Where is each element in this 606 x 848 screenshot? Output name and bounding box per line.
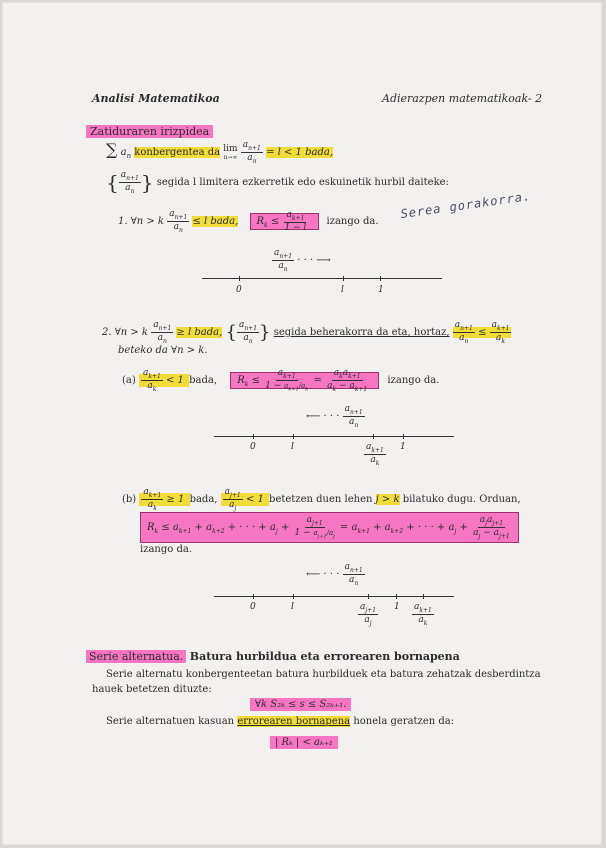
axis-b-arrow-label: ⟵ · · · $\frac{a_{n+1}}{a_n}$: [306, 562, 363, 587]
item1-fraction: $\frac{a_{n+1}}{a_n}$: [169, 209, 188, 234]
axis-a-arrow-label: ⟵ · · · $\frac{a_{n+1}}{a_n}$: [306, 404, 363, 429]
axis-b-tick-0: [253, 594, 254, 599]
case-a-cond-tail: bada,: [189, 374, 218, 386]
axis-a-label-l: l: [291, 442, 294, 452]
case-b-text2: bilatuko dugu. Orduan,: [402, 493, 521, 505]
ratio-fraction: $\frac{a_{n+1}}{a_n}$: [242, 140, 261, 165]
case-a-box: $R_k$ ≤ $\frac{a_{k+1}}{1 - a_{k+1}/a_k}$ = $\frac{a_ka_{k+1}}{a_k - a_{k+1}}$: [230, 372, 379, 389]
sequence-fraction: $\frac{a_{n+1}}{a_n}$: [120, 170, 139, 195]
case-b-condition1: $\frac{a_{k+1}}{a_k}$ ≥ 1: [139, 493, 189, 506]
axis-b-tick-ratio-j: [368, 594, 369, 599]
case-b-text: betetzen duen lehen: [269, 493, 373, 505]
case-b: [122, 487, 521, 512]
item2-inequality: $\frac{a_{n+1}}{a_n}$ ≤ $\frac{a_{k+1}}{a_k}$: [454, 320, 510, 345]
axis-a-label-1: 1: [400, 442, 406, 452]
axis-a-line: [214, 436, 454, 437]
axis-a-label-ratio: $\frac{a_{k+1}}{a_k}$: [366, 442, 384, 467]
item1-condition: ≤ l bada,: [192, 215, 239, 227]
axis1-label-1: 1: [378, 285, 384, 295]
case-a-tail: izango da.: [387, 374, 440, 386]
item2-line2: beteko da ∀n > k.: [118, 345, 208, 356]
handwritten-note: Serea gorakorra.: [399, 188, 532, 222]
axis1-label-l: l: [341, 285, 344, 295]
axis-b-tick-ratio-k: [423, 594, 424, 599]
axis-b-line: [214, 596, 454, 597]
axis-a-tick-l: [293, 434, 294, 439]
case-a-label: (a): [122, 374, 136, 386]
header-left: Analisi Matematikoa: [92, 92, 220, 105]
item1-prefix: 1. ∀n > k: [118, 215, 164, 227]
item-1: [118, 209, 379, 234]
axis-a-tick-1: [403, 434, 404, 439]
document-page: [2, 2, 602, 845]
case-b-condition2: $\frac{a_{j+1}}{a_j}$ < 1: [221, 493, 269, 506]
section2-para1-line2: hauek betetzen dituzte:: [92, 684, 212, 695]
case-b-j-condition: j > k: [375, 493, 400, 505]
item-2: 2. ∀n > k $\frac{a_{n+1}}{a_n}$ ≥ l bada, { $\frac{a_{n+1}}{a_n}$ } segida beherakorra da eta, hortaz, $\frac{a_{n+1}}{a_n}$ ≤ $\frac{a_{k+1}}{a_k}$: [102, 320, 510, 345]
axis1-line: [202, 278, 442, 279]
sequence-statement: { $\frac{a_{n+1}}{a_n}$ } segida l limitera ezkerretik edo eskuinetik hurbil daiteke:: [106, 170, 449, 195]
axis-b-label-ratio-j: $\frac{a_{j+1}}{a_j}$: [360, 602, 377, 627]
sum-symbol: ∑: [106, 140, 118, 159]
sum-term: $a_n$: [120, 147, 132, 160]
item2-condition: ≥ l bada,: [176, 326, 223, 338]
axis1-arrow-label: $\frac{a_{n+1}}{a_n}$ · · · ⟶: [274, 248, 331, 273]
case-b-label: (b): [122, 493, 137, 505]
formula-error-bound: | Rₖ | < aₖ₊₁: [270, 736, 338, 749]
axis1-label-0: 0: [236, 285, 242, 295]
item1-box: $R_k$ ≤ $\frac{a_{k+1}}{1 - l}$: [250, 213, 319, 230]
formula-partial-sums: ∀k S₂ₖ ≤ s ≤ S₂ₖ₊₁.: [250, 698, 351, 711]
item1-tail: izango da.: [326, 215, 379, 227]
case-a-condition: $\frac{a_{k+1}}{a_k}$ < 1: [139, 374, 189, 387]
axis1-tick-1: [380, 276, 381, 281]
axis1-tick-0: [239, 276, 240, 281]
axis-b-label-l: l: [291, 602, 294, 612]
axis-b-label-ratio-k: $\frac{a_{k+1}}{a_k}$: [414, 602, 432, 627]
section-title-alternating: Serie alternatua. Batura hurbildua eta errorearen bornapena: [86, 650, 460, 663]
axis-b-tick-1: [396, 594, 397, 599]
item2-text: segida beherakorra da eta, hortaz,: [273, 326, 450, 338]
axis-b-label-1: 1: [394, 602, 400, 612]
item2-prefix: 2. ∀n > k: [102, 326, 148, 338]
axis-b-label-0: 0: [250, 602, 256, 612]
section2-para2: Serie alternatuen kasuan errorearen bornapena honela geratzen da:: [106, 716, 455, 727]
case-b-tail: izango da.: [140, 544, 193, 555]
axis-a-tick-ratio: [373, 434, 374, 439]
case-b-box: $R_k \le a_{k+1} + a_{k+2}$ + · · · + $a_j$ + $\frac{a_{j+1}}{1 - a_{j+1}/a_j}$ = $a_{k+1} + a_{k+2}$ + · · · + $a_j$ + $\frac{a_ja_{j+1}}{a_j - a_{j+1}}$: [140, 512, 519, 543]
axis1-tick-l: [343, 276, 344, 281]
limit-operator: lim n→∞: [223, 144, 238, 161]
sum-statement: [106, 140, 333, 165]
header-right: Adierazpen matematikoak- 2: [382, 92, 543, 105]
section2-para1-line1: Serie alternatu konbergenteetan batura hurbilduek eta batura zehatzak desberdintza: [106, 669, 541, 680]
sequence-text: segida l limitera ezkerretik edo eskuinetik hurbil daiteke:: [156, 176, 449, 188]
case-b-cond1-tail: bada,: [189, 493, 218, 505]
limit-condition: = l < 1 bada,: [266, 147, 334, 158]
convergent-text: konbergentea da: [134, 147, 221, 158]
axis-b-tick-l: [293, 594, 294, 599]
axis-a-tick-0: [253, 434, 254, 439]
section-title-ratio-test: Zatiduraren irizpidea: [86, 125, 213, 138]
case-a: [122, 368, 439, 393]
axis-a-label-0: 0: [250, 442, 256, 452]
